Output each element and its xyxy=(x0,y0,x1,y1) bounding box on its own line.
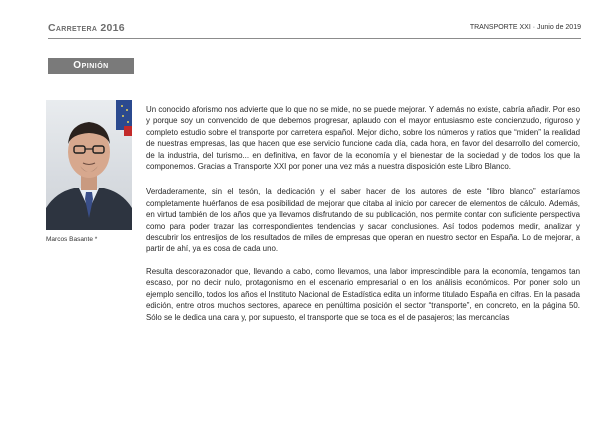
author-photo xyxy=(46,100,132,230)
section-running-head: Carretera 2016 xyxy=(48,22,125,34)
paragraph: Un conocido aforismo nos advierte que lo que no se mide, no se puede mejorar. Y además no existe, cabría añadir. Por eso y porque soy un convencido de que debemos progresar, aplaudo con el mayor entusiasmo este concienzudo, riguroso y completo estudio sobre el transporte por carretera español. Mejor dicho, sobre los números y ratios que “miden” la realidad de nuestras empresas, las que hacen que ese servicio funcione cada día, cada hora, en favor del desarrollo del comercio, de la industria, del turismo... en definitiva, en favor de la economía y el bienestar de la sociedad y de todos los que la componemos. Gracias a Transporte XXI por poner una vez más a nuestra disposición este Libro Blanco. xyxy=(146,105,580,172)
article-body xyxy=(146,104,580,334)
publication-date: TRANSPORTE XXI · Junio de 2019 xyxy=(469,24,581,31)
paragraph: Verdaderamente, sin el tesón, la dedicación y el saber hacer de los autores de este “libro blanco” estaríamos completamente huérfanos de esa posibilidad de mejorar que citaba al inicio por carecer de elementos de cálculo. Además, en virtud también de los años que ya llevamos disfrutando de su publicación, nos permite contar con suficiente perspectiva como para poder trazar las correspondientes tendencias y sacar conclusiones. Así todos podemos medir, analizar y descubrir los entresijos de los resultados de miles de empresas que operan en nuestro sector en España. Lo de mejorar, a partir de ahí, ya es cosa de cada uno. xyxy=(146,187,580,254)
author-caption: Marcos Basante * xyxy=(46,236,98,243)
paragraph: Resulta descorazonador que, llevando a cabo, como llevamos, una labor imprescindible para la economía, tengamos tan escaso, por no decir nulo, protagonismo en el escenario empresarial o en los análisis económicos. Por poner solo un ejemplo sencillo, todos los años el Instituto Nacional de Estadística edita un informe titulado España en cifras. En la pasada edición, entre otros muchos sectores, aparece en penúltima posición el sector “transporte”, en concreto, en la página 50. Sólo se le dedica una cara y, por supuesto, el transporte que se toca es el de pasajeros; las mercancías xyxy=(146,266,580,322)
page-header xyxy=(48,22,581,39)
section-tag-opinion: Opinión xyxy=(48,58,134,74)
